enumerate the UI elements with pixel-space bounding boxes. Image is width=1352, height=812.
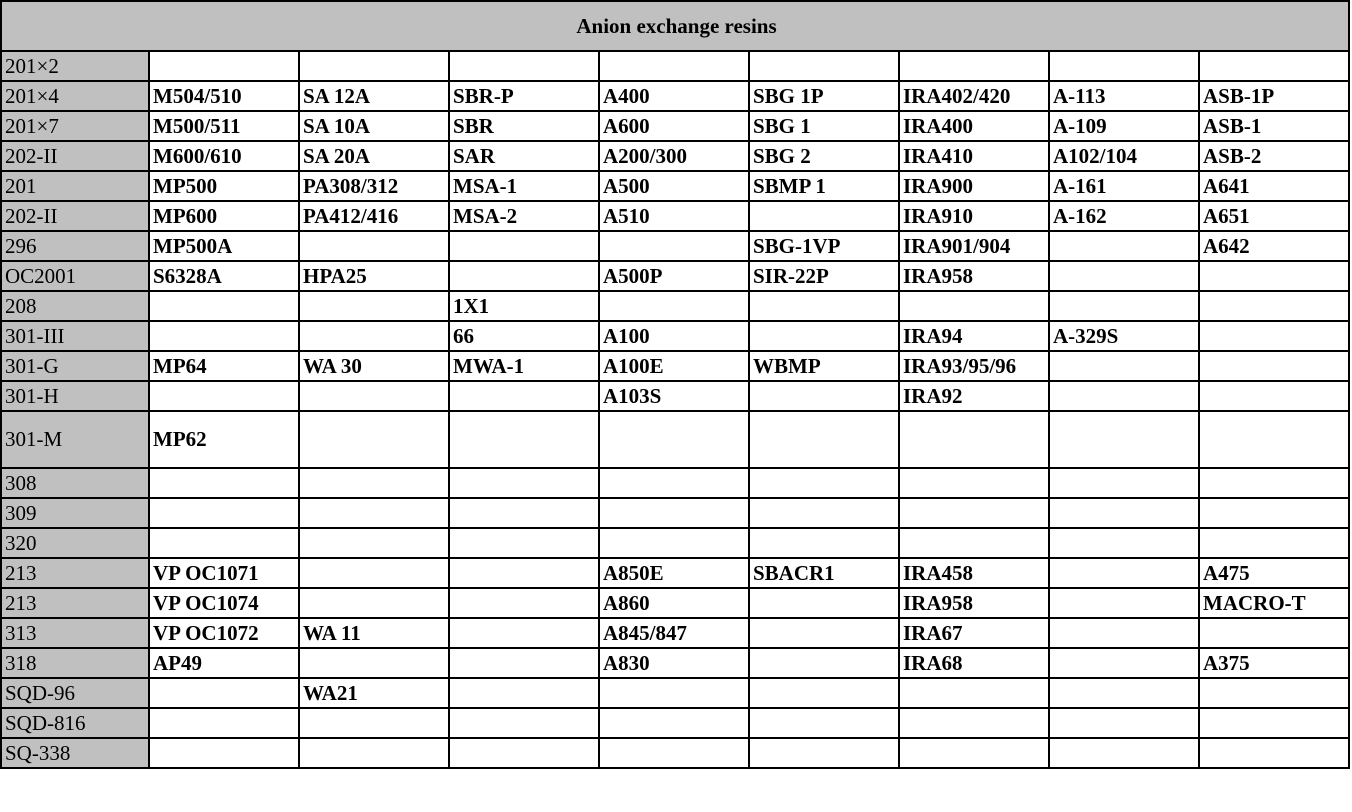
table-cell: SBACR1 bbox=[749, 558, 899, 588]
table-cell: IRA402/420 bbox=[899, 81, 1049, 111]
table-cell bbox=[449, 558, 599, 588]
table-cell: A830 bbox=[599, 648, 749, 678]
table-cell: A845/847 bbox=[599, 618, 749, 648]
table-cell bbox=[749, 738, 899, 768]
table-cell bbox=[599, 411, 749, 468]
table-cell: IRA910 bbox=[899, 201, 1049, 231]
table-cell: VP OC1074 bbox=[149, 588, 299, 618]
table-cell bbox=[149, 51, 299, 81]
row-label: 213 bbox=[1, 588, 149, 618]
table-cell bbox=[449, 678, 599, 708]
table-cell bbox=[1049, 618, 1199, 648]
table-cell: SA 10A bbox=[299, 111, 449, 141]
table-cell: PA412/416 bbox=[299, 201, 449, 231]
table-cell bbox=[149, 678, 299, 708]
table-row bbox=[1, 231, 1349, 261]
table-cell: VP OC1072 bbox=[149, 618, 299, 648]
table-cell: VP OC1071 bbox=[149, 558, 299, 588]
table-cell: A-109 bbox=[1049, 111, 1199, 141]
table-cell bbox=[149, 528, 299, 558]
table-cell bbox=[1199, 678, 1349, 708]
table-row bbox=[1, 558, 1349, 588]
row-label: 213 bbox=[1, 558, 149, 588]
table-cell: IRA958 bbox=[899, 261, 1049, 291]
table-cell: 66 bbox=[449, 321, 599, 351]
table-cell bbox=[749, 321, 899, 351]
row-label: 201×7 bbox=[1, 111, 149, 141]
table-cell: MP64 bbox=[149, 351, 299, 381]
table-cell bbox=[299, 738, 449, 768]
table-cell: AP49 bbox=[149, 648, 299, 678]
table-cell bbox=[599, 291, 749, 321]
table-cell: M504/510 bbox=[149, 81, 299, 111]
table-row bbox=[1, 468, 1349, 498]
table-cell: A642 bbox=[1199, 231, 1349, 261]
table-cell: A100E bbox=[599, 351, 749, 381]
row-label: 301-H bbox=[1, 381, 149, 411]
table-cell bbox=[1199, 498, 1349, 528]
row-label: 201×2 bbox=[1, 51, 149, 81]
table-cell bbox=[749, 411, 899, 468]
table-cell: A600 bbox=[599, 111, 749, 141]
row-label: 202-II bbox=[1, 201, 149, 231]
table-cell bbox=[1049, 411, 1199, 468]
table-cell bbox=[749, 708, 899, 738]
table-cell: SAR bbox=[449, 141, 599, 171]
table-cell bbox=[1049, 558, 1199, 588]
table-cell bbox=[299, 558, 449, 588]
table-cell: A850E bbox=[599, 558, 749, 588]
table-cell: SBMP 1 bbox=[749, 171, 899, 201]
table-cell: SBG 1 bbox=[749, 111, 899, 141]
table-cell: SIR-22P bbox=[749, 261, 899, 291]
table-cell bbox=[749, 291, 899, 321]
table-cell bbox=[1049, 381, 1199, 411]
table-row bbox=[1, 141, 1349, 171]
table-cell: SBG 2 bbox=[749, 141, 899, 171]
table-cell bbox=[1199, 381, 1349, 411]
table-cell bbox=[449, 411, 599, 468]
table-cell bbox=[1049, 261, 1199, 291]
table-cell bbox=[599, 528, 749, 558]
table-cell: IRA458 bbox=[899, 558, 1049, 588]
table-cell bbox=[149, 468, 299, 498]
table-cell: A860 bbox=[599, 588, 749, 618]
table-cell: A375 bbox=[1199, 648, 1349, 678]
table-row bbox=[1, 528, 1349, 558]
table-cell bbox=[299, 291, 449, 321]
table-cell: MP62 bbox=[149, 411, 299, 468]
table-cell: A651 bbox=[1199, 201, 1349, 231]
table-cell: IRA92 bbox=[899, 381, 1049, 411]
table-cell bbox=[449, 231, 599, 261]
table-cell bbox=[749, 51, 899, 81]
table-cell: M600/610 bbox=[149, 141, 299, 171]
table-cell bbox=[1049, 291, 1199, 321]
table-cell bbox=[299, 51, 449, 81]
table-cell: SBG 1P bbox=[749, 81, 899, 111]
table-cell: A-113 bbox=[1049, 81, 1199, 111]
row-label: 320 bbox=[1, 528, 149, 558]
row-label: SQ-338 bbox=[1, 738, 149, 768]
row-label: 202-II bbox=[1, 141, 149, 171]
table-cell: IRA900 bbox=[899, 171, 1049, 201]
table-cell: IRA93/95/96 bbox=[899, 351, 1049, 381]
table-cell bbox=[449, 51, 599, 81]
row-label: 201 bbox=[1, 171, 149, 201]
row-label: 318 bbox=[1, 648, 149, 678]
table-cell bbox=[899, 678, 1049, 708]
table-cell bbox=[1199, 291, 1349, 321]
table-cell bbox=[1049, 738, 1199, 768]
table-row bbox=[1, 618, 1349, 648]
table-cell bbox=[1049, 678, 1199, 708]
table-cell bbox=[449, 648, 599, 678]
table-cell: WA 30 bbox=[299, 351, 449, 381]
table-cell bbox=[1049, 498, 1199, 528]
table-row bbox=[1, 51, 1349, 81]
table-row bbox=[1, 648, 1349, 678]
table-cell: IRA94 bbox=[899, 321, 1049, 351]
table-cell bbox=[899, 528, 1049, 558]
table-cell: IRA901/904 bbox=[899, 231, 1049, 261]
table-body bbox=[1, 51, 1349, 768]
table-cell bbox=[899, 51, 1049, 81]
table-cell: A510 bbox=[599, 201, 749, 231]
table-row bbox=[1, 498, 1349, 528]
table-cell bbox=[299, 708, 449, 738]
table-cell: A102/104 bbox=[1049, 141, 1199, 171]
table-cell: WA 11 bbox=[299, 618, 449, 648]
row-label: SQD-816 bbox=[1, 708, 149, 738]
table-cell bbox=[599, 708, 749, 738]
table-cell bbox=[299, 648, 449, 678]
table-row bbox=[1, 261, 1349, 291]
table-cell: 1X1 bbox=[449, 291, 599, 321]
table-cell: IRA400 bbox=[899, 111, 1049, 141]
row-label: 201×4 bbox=[1, 81, 149, 111]
table-cell bbox=[1049, 231, 1199, 261]
table-cell: A-329S bbox=[1049, 321, 1199, 351]
table-cell bbox=[449, 738, 599, 768]
table-cell: SBR bbox=[449, 111, 599, 141]
table-cell: MP500A bbox=[149, 231, 299, 261]
table-cell bbox=[899, 468, 1049, 498]
table-cell bbox=[449, 381, 599, 411]
table-cell bbox=[899, 411, 1049, 468]
table-cell bbox=[1199, 321, 1349, 351]
table-cell: SBG-1VP bbox=[749, 231, 899, 261]
table-cell bbox=[449, 588, 599, 618]
table-cell bbox=[899, 498, 1049, 528]
table-row bbox=[1, 111, 1349, 141]
row-label: 313 bbox=[1, 618, 149, 648]
table-cell: IRA67 bbox=[899, 618, 1049, 648]
table-cell bbox=[599, 51, 749, 81]
table-cell bbox=[149, 498, 299, 528]
table-cell: A475 bbox=[1199, 558, 1349, 588]
table-cell bbox=[449, 468, 599, 498]
table-cell: S6328A bbox=[149, 261, 299, 291]
table-cell: A500 bbox=[599, 171, 749, 201]
table-cell bbox=[299, 411, 449, 468]
table-cell bbox=[899, 708, 1049, 738]
table-cell: ASB-2 bbox=[1199, 141, 1349, 171]
table-row bbox=[1, 291, 1349, 321]
table-row bbox=[1, 381, 1349, 411]
table-cell: ASB-1 bbox=[1199, 111, 1349, 141]
table-cell: WBMP bbox=[749, 351, 899, 381]
table-cell bbox=[1049, 588, 1199, 618]
table-cell: HPA25 bbox=[299, 261, 449, 291]
table-cell bbox=[449, 528, 599, 558]
table-cell bbox=[1049, 708, 1199, 738]
table-cell bbox=[1199, 51, 1349, 81]
table-cell bbox=[749, 528, 899, 558]
table-cell bbox=[149, 381, 299, 411]
table-cell bbox=[1049, 51, 1199, 81]
table-cell bbox=[599, 231, 749, 261]
table-cell bbox=[1199, 708, 1349, 738]
table-cell: MSA-1 bbox=[449, 171, 599, 201]
table-cell bbox=[749, 678, 899, 708]
table-cell bbox=[1199, 468, 1349, 498]
row-label: 301-M bbox=[1, 411, 149, 468]
table-cell bbox=[149, 321, 299, 351]
table-row bbox=[1, 201, 1349, 231]
table-row bbox=[1, 708, 1349, 738]
table-cell bbox=[299, 588, 449, 618]
row-label: 309 bbox=[1, 498, 149, 528]
table-cell bbox=[449, 708, 599, 738]
table-cell bbox=[1049, 648, 1199, 678]
table-cell bbox=[299, 231, 449, 261]
table-cell bbox=[299, 498, 449, 528]
table-cell bbox=[749, 618, 899, 648]
table-cell: A-162 bbox=[1049, 201, 1199, 231]
row-label: 296 bbox=[1, 231, 149, 261]
table-cell bbox=[599, 678, 749, 708]
table-cell bbox=[749, 588, 899, 618]
row-label: 308 bbox=[1, 468, 149, 498]
table-row bbox=[1, 171, 1349, 201]
table-cell bbox=[599, 498, 749, 528]
table-cell bbox=[899, 738, 1049, 768]
table-cell: MP500 bbox=[149, 171, 299, 201]
table-cell bbox=[1049, 528, 1199, 558]
table-cell: MP600 bbox=[149, 201, 299, 231]
table-cell: A200/300 bbox=[599, 141, 749, 171]
table-cell: A400 bbox=[599, 81, 749, 111]
table-cell: PA308/312 bbox=[299, 171, 449, 201]
table-cell bbox=[599, 738, 749, 768]
table-cell bbox=[1199, 618, 1349, 648]
row-label: SQD-96 bbox=[1, 678, 149, 708]
table-cell: WA21 bbox=[299, 678, 449, 708]
table-cell: A-161 bbox=[1049, 171, 1199, 201]
table-cell bbox=[299, 468, 449, 498]
table-row bbox=[1, 411, 1349, 468]
table-cell bbox=[299, 321, 449, 351]
table-cell: IRA68 bbox=[899, 648, 1049, 678]
table-cell bbox=[1199, 738, 1349, 768]
table-cell bbox=[899, 291, 1049, 321]
table-cell: SA 12A bbox=[299, 81, 449, 111]
table-cell bbox=[449, 498, 599, 528]
table-cell bbox=[449, 261, 599, 291]
table-row bbox=[1, 81, 1349, 111]
table-cell: M500/511 bbox=[149, 111, 299, 141]
table-cell bbox=[1199, 261, 1349, 291]
table-cell bbox=[1049, 468, 1199, 498]
table-cell: IRA958 bbox=[899, 588, 1049, 618]
table-cell bbox=[449, 618, 599, 648]
table-cell bbox=[299, 381, 449, 411]
table-cell bbox=[299, 528, 449, 558]
table-cell: MACRO-T bbox=[1199, 588, 1349, 618]
table-cell bbox=[1199, 528, 1349, 558]
table-cell: SBR-P bbox=[449, 81, 599, 111]
table-cell bbox=[749, 468, 899, 498]
table-cell bbox=[749, 381, 899, 411]
table-cell: MSA-2 bbox=[449, 201, 599, 231]
table-cell: A103S bbox=[599, 381, 749, 411]
table-row bbox=[1, 678, 1349, 708]
table-cell: MWA-1 bbox=[449, 351, 599, 381]
table-cell bbox=[749, 648, 899, 678]
table-cell: A641 bbox=[1199, 171, 1349, 201]
table-row bbox=[1, 588, 1349, 618]
table-title: Anion exchange resins bbox=[1, 1, 1349, 51]
table-cell bbox=[599, 468, 749, 498]
table-row bbox=[1, 351, 1349, 381]
table-cell bbox=[1049, 351, 1199, 381]
table-cell bbox=[1199, 411, 1349, 468]
table-cell: ASB-1P bbox=[1199, 81, 1349, 111]
row-label: 301-III bbox=[1, 321, 149, 351]
table-row bbox=[1, 738, 1349, 768]
row-label: OC2001 bbox=[1, 261, 149, 291]
row-label: 301-G bbox=[1, 351, 149, 381]
table-cell bbox=[149, 738, 299, 768]
table-cell bbox=[749, 498, 899, 528]
table-cell bbox=[149, 708, 299, 738]
table-cell: IRA410 bbox=[899, 141, 1049, 171]
table-cell bbox=[149, 291, 299, 321]
table-cell bbox=[749, 201, 899, 231]
table-cell: A500P bbox=[599, 261, 749, 291]
table-cell bbox=[1199, 351, 1349, 381]
table-cell: SA 20A bbox=[299, 141, 449, 171]
table-cell: A100 bbox=[599, 321, 749, 351]
table-row bbox=[1, 321, 1349, 351]
row-label: 208 bbox=[1, 291, 149, 321]
